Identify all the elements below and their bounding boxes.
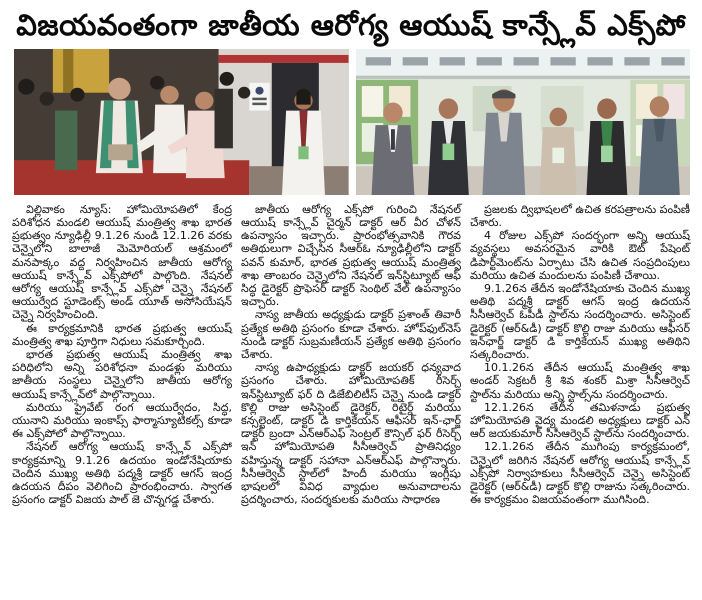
paragraph: విల్లివాకం న్యూస్: హోమియోపతిలో కేంద్ర పరిశోధన మండలి ఆయుష్ మంత్రిత్వ శాఖ భారత ప్రభుత్వం న్యూఢిల్లీ 9.1.26 నుండి 12.1.26 వరకు చెన్నైలోని బాలాజీ మెమోరియల్ ఆశ్రమంలో మనపాక్కం వద్ద నిర్వహించిన జాతీయ ఆరోగ్య ఆయుష్ కాన్స్లేవ్ ఎక్స్‌పోలో పాల్గొంది. నేషనల్ ఆరోగ్య ఆయుష్ కాన్స్లేవ్ ఎక్స్‌పో చెన్నై నేషనల్ ఆయుర్వేద స్టూడెంట్స్ అండ్ యూత్ అసోసియేషన్ చెన్నై నిర్వహించింది.: [12, 202, 232, 322]
photo-expo-group: [356, 49, 691, 195]
paragraph: నాస్య జాతీయ అధ్యక్షుడు డాక్టర్ ప్రశాంత్ తివారీ ప్రత్యేక అతిథి ప్రసంగం కూడా చేశారు. హోప్‌ఫుల్‌నెస్ నుండి డాక్టర్ సుబ్రమణీయన్ ప్రత్యేక అతిథి ప్రసంగం చేశారు.: [241, 308, 461, 362]
paragraph: నాస్య ఉపాధ్యక్షుడు డాక్టర్ జయకర్ ధన్యవాద ప్రసంగం చేశారు. హోమియోపతిక్ రీసెర్చ్ ఇన్‌స్టిట్యూట్ ఫర్ ది డిజేబిలిటీస్ చెన్నై నుండి డాక్టర్ కొల్లి రాజు అసిస్టెంట్ డైరెక్టర్, రిటైర్డ్ మరియు కన్సల్టెంట్, డాక్టర్ డి కార్తికేయన్ ఆఫీసర్ ఇన్-ఛార్జ్ డాక్టర్ బ్రందా ఎన్ఆర్ఎఫ్ సెంట్రల్ కౌన్సిల్ ఫర్ రీసెర్చ్ ఇన్ హోమియోపతి సీసీఆర్వెచ్ ప్రాతినిధ్యం వహిస్తున్న డాక్టర్ సహానా ఎన్ఆర్ఎఫ్ పాల్గొన్నారు. సీసీఆర్వెచ్ స్టాల్‌లో హిందీ మరియు ఇంగ్లీషు భాషలలో వివిధ వ్యాధుల అనువాదాలను ప్రదర్శించారు, సందర్శకులకు మరియు సాధారణ: [241, 361, 461, 507]
paragraph: ఈ కార్యక్రమానికి భారత ప్రభుత్వ ఆయుష్ మంత్రిత్వ శాఖ పూర్తిగా నిధులు సమకూర్చింది.: [12, 321, 232, 348]
photo-felicitation-ceremony: [14, 49, 349, 195]
article-column-2: [241, 203, 461, 507]
paragraph: 9.1.26న తేదీన ఇండోనేషియాకు చెందిన ముఖ్య అతిథి పద్మశ్రీ డాక్టర్ ఆగస్ ఇంద్ర ఉదయన సీసీఆర్వెచ్ ఓపీడీ స్టాల్‌ను సందర్శించారు. అసిస్టెంట్ డైరెక్టర్ (ఆర్&డీ) డాక్టర్ కొల్లి రాజు మరియు ఆఫీసర్ ఇన్‌ఛార్జ్ డాక్టర్ డి కార్తికేయన్ ముఖ్య అతిథిని సత్కరించారు.: [470, 282, 690, 362]
paragraph: 12.1.26న తేదీన తమిళనాడు ప్రభుత్వ హోమియోపతి వైద్య మండలి అధ్యక్షులు డాక్టర్ ఎన్ ఆర్ జయకుమార్ సీసీఆర్వెచ్ స్టాల్‌ను సందర్శించారు.: [470, 400, 690, 441]
paragraph: 10.1.26న తేదీన ఆయుష్ మంత్రిత్వ శాఖ అండర్ సెక్రటరీ శ్రీ శివ శంకర్ మిశ్రా సీసీఆర్వెచ్ స్టాల్‌ను మరియు అన్ని స్టాల్స్‌ను సందర్శించారు.: [470, 361, 690, 401]
paragraph: 12.1.26న తేదీన ముగింపు కార్యక్రమంలో, చెన్నైలో జరిగిన నేషనల్ ఆరోగ్య ఆయుష్ కాన్స్లేవ్ ఎక్స్‌పో నిర్వాహకులు సీసీఆర్వెచ్ చెన్నై అసిస్టెంట్ డైరెక్టర్ (ఆర్&డీ) డాక్టర్ కొల్లి రాజును సత్కరించారు. ఈ కార్యక్రమం విజయవంతంగా ముగిసింది.: [470, 440, 690, 507]
paragraph: ప్రజలకు ద్విభాషలలో ఉచిత కరపత్రాలను పంపిణీ చేశారు.: [470, 202, 690, 229]
expo-group-photo-illustration: [356, 49, 691, 195]
photo-row: [14, 49, 690, 195]
paragraph: జాతీయ ఆరోగ్య ఎక్స్‌పో గురించి నేషనల్ ఆయుష్ కాన్స్లేవ్ చైర్మన్ డాక్టర్ ఆర్ వీర చోళన్ ఉపన్యాసం ఇచ్చారు. ప్రారంభోత్సవానికి గౌరవ అతిథులుగా విచ్చేసిన సీఆర్‌ఓ న్యూఢిల్లీలోని డాక్టర్ పవన్ కుమార్, భారత ప్రభుత్వ ఆయుష్ మంత్రిత్వ శాఖ తాంబరం చెన్నైలోని నేషనల్ ఇన్‌స్టిట్యూట్ ఆఫ్ సిద్ధ డైరెక్టర్ ప్రొఫెసర్ డాక్టర్ సెంథిల్ వేల్ ఉపన్యాసం ఇచ్చారు.: [241, 202, 461, 309]
paragraph: భారత ప్రభుత్వ ఆయుష్ మంత్రిత్వ శాఖ పరిధిలోని అన్ని పరిశోధనా మండళ్లు మరియు జాతీయ సంస్థలు చెన్నైలోని జాతీయ ఆరోగ్య ఆయుష్ కాన్స్లేవ్‌లో పాల్గొన్నాయి.: [12, 348, 232, 401]
felicitation-photo-illustration: [14, 49, 349, 195]
paragraph: 4 రోజుల ఎక్స్‌పో సందర్భంగా అన్ని ఆయుష్ వ్యవస్థలు అవసరమైన వారికి ఔట్ పేషెంట్ డిపార్ట్‌మెంట్‌ను ఏర్పాటు చేసి ఉచిత సంప్రదింపులు మరియు ఉచిత మందులను పంపిణీ చేశాయి.: [470, 229, 690, 282]
article-column-1: [12, 203, 232, 507]
paragraph: నేషనల్ ఆరోగ్య ఆయుష్ కాన్స్లేవ్ ఎక్స్‌పో కార్యక్రమాన్ని 9.1.26 ఉదయం ఇండోనేషియాకు చెందిన ముఖ్య అతిథి పద్మశ్రీ డాక్టర్ ఆగస్ ఇంద్ర ఉదయన దీపం వెలిగించి ప్రారంభించారు. స్వాగత ప్రసంగం డాక్టర్ విజయ పాల్ జె చొన్నగడ్డ చేశారు.: [12, 440, 232, 507]
article-body: [12, 203, 690, 507]
article-headline: విజయవంతంగా జాతీయ ఆరోగ్య ఆయుష్ కాన్స్లేవ్ ఎక్స్‌పో: [16, 8, 686, 42]
article-column-3: [470, 203, 690, 507]
paragraph: మరియు ప్రైవేట్ రంగ ఆయుర్వేదం, సిద్ధ, యునాని మరియు ఇంకాప్స్ ఫార్మాస్యూటికల్స్ కూడా ఈ ఎక్స్‌పోలో పాల్గొన్నాయి.: [12, 400, 232, 441]
